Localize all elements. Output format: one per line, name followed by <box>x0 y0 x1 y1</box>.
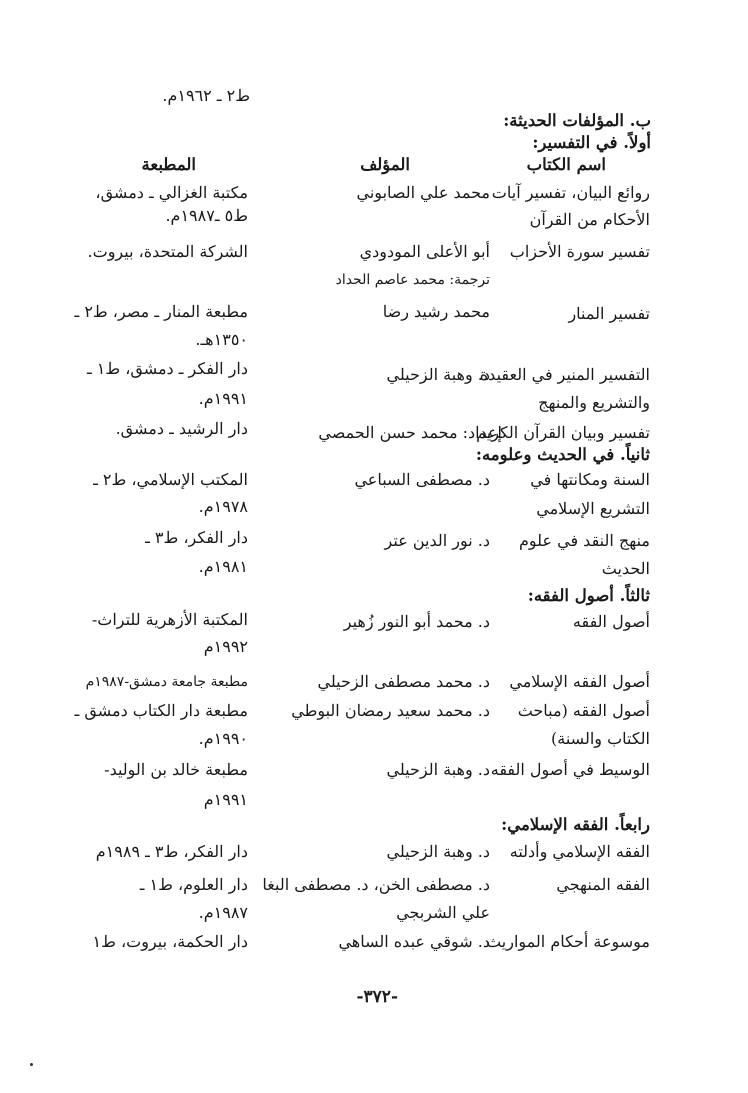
entry-author: إعداد: محمد حسن الحمصي <box>318 423 502 442</box>
entry-author: د. شوقي عبده الساهي <box>338 932 490 951</box>
entry-publisher: مطبعة جامعة دمشق-١٩٨٧م <box>85 674 248 690</box>
column-header-author: المؤلف <box>360 155 410 174</box>
entry-publisher: مكتبة الغزالي ـ دمشق، <box>95 183 248 202</box>
entry-publisher: دار الحكمة، بيروت، ط١ <box>92 932 248 951</box>
column-header-title: اسم الكتاب <box>526 155 606 174</box>
entry-author: د. محمد مصطفى الزحيلي <box>317 672 490 691</box>
entry-title: الأحكام من القرآن <box>529 210 650 229</box>
entry-title: الحديث <box>601 559 650 578</box>
entry-publisher: ط٥ ـ١٩٨٧م. <box>165 206 248 225</box>
entry-publisher: مطبعة دار الكتاب دمشق ـ <box>74 701 248 720</box>
entry-publisher: دار الفكر، ط٣ ـ <box>145 528 248 547</box>
section-heading-usul: ثالثاً. أصول الفقه: <box>527 586 650 605</box>
entry-title: التفسير المنير في العقيدة <box>479 365 650 384</box>
entry-title: أصول الفقه الإسلامي <box>509 672 650 691</box>
entry-title: الوسيط في أصول الفقه <box>490 760 650 779</box>
entry-publisher: مطبعة خالد بن الوليد- <box>104 760 248 779</box>
entry-title: التشريع الإسلامي <box>536 499 650 518</box>
entry-author: د. مصطفى السباعي <box>354 470 490 489</box>
entry-title: السنة ومكانتها في <box>530 470 650 489</box>
entry-author: د. وهبة الزحيلي <box>386 760 490 779</box>
top-line: ط٢ ـ ١٩٦٢م. <box>162 86 250 105</box>
entry-title: تفسير المنار <box>568 304 650 323</box>
entry-author: محمد رشيد رضا <box>382 302 490 321</box>
entry-title: والتشريع والمنهج <box>538 393 650 412</box>
section-heading-tafsir: أولاً. في التفسير: <box>532 133 651 152</box>
entry-title: منهج النقد في علوم <box>519 531 650 550</box>
entry-author: د. محمد سعيد رمضان البوطي <box>291 701 490 720</box>
entry-publisher: دار الرشيد ـ دمشق. <box>115 419 248 438</box>
entry-author: محمد علي الصابوني <box>356 183 490 202</box>
entry-publisher: ١٩٩١م. <box>198 389 248 408</box>
entry-publisher: ١٩٨٧م. <box>198 903 248 922</box>
entry-publisher: دار الفكر، ط٣ ـ ١٩٨٩م <box>95 842 248 861</box>
entry-title: موسوعة أحكام المواريث <box>486 932 650 951</box>
entry-title: أصول الفقه (مباحث <box>517 701 650 720</box>
entry-publisher: المكتب الإسلامي، ط٢ ـ <box>93 470 248 489</box>
entry-publisher: الشركة المتحدة، بيروت. <box>87 242 248 261</box>
section-heading-modern-works: ب. المؤلفات الحديثة: <box>503 111 651 130</box>
column-header-publisher: المطبعة <box>141 155 196 174</box>
section-heading-fiqh: رابعاً. الفقه الإسلامي: <box>501 815 650 834</box>
entry-author: أبو الأعلى المودودي <box>359 242 490 261</box>
entry-author: د. محمد أبو النور زُهير <box>343 612 490 631</box>
entry-title: الفقه المنهجي <box>556 875 650 894</box>
entry-publisher: ١٩٨١م. <box>198 557 248 576</box>
entry-publisher: ١٩٩٢م <box>203 637 248 656</box>
entry-publisher: ١٣٥٠هـ. <box>195 330 248 349</box>
page-number: -٣٧٢- <box>356 987 398 1007</box>
scan-speck <box>30 1063 33 1066</box>
entry-author: د. وهبة الزحيلي <box>386 842 490 861</box>
entry-publisher: ١٩٩٠م. <box>198 729 248 748</box>
entry-title: تفسير وبيان القرآن الكريم <box>476 423 650 442</box>
entry-publisher: دار العلوم، ط١ ـ <box>139 875 248 894</box>
entry-publisher: دار الفكر ـ دمشق، ط١ ـ <box>86 359 248 378</box>
entry-title: أصول الفقه <box>572 612 650 631</box>
section-heading-hadith: ثانياً. في الحديث وعلومه: <box>475 445 650 464</box>
entry-title: روائع البيان، تفسير آيات <box>491 183 650 202</box>
entry-title: الفقه الإسلامي وأدلته <box>509 842 650 861</box>
entry-author: د. وهبة الزحيلي <box>386 365 490 384</box>
entry-title: تفسير سورة الأحزاب <box>509 242 650 261</box>
entry-publisher: ١٩٧٨م. <box>198 497 248 516</box>
entry-author: علي الشربجي <box>396 903 490 922</box>
entry-publisher: مطبعة المنار ـ مصر، ط٢ ـ <box>74 302 248 321</box>
entry-author: ترجمة: محمد عاصم الحداد <box>335 272 490 288</box>
entry-author: د. نور الدين عتر <box>384 531 490 550</box>
entry-title: الكتاب والسنة) <box>551 729 650 748</box>
entry-publisher: ١٩٩١م <box>203 790 248 809</box>
entry-publisher: المكتبة الأزهرية للتراث- <box>91 610 248 629</box>
entry-author: د. مصطفى الخن، د. مصطفى البغا <box>262 875 490 894</box>
